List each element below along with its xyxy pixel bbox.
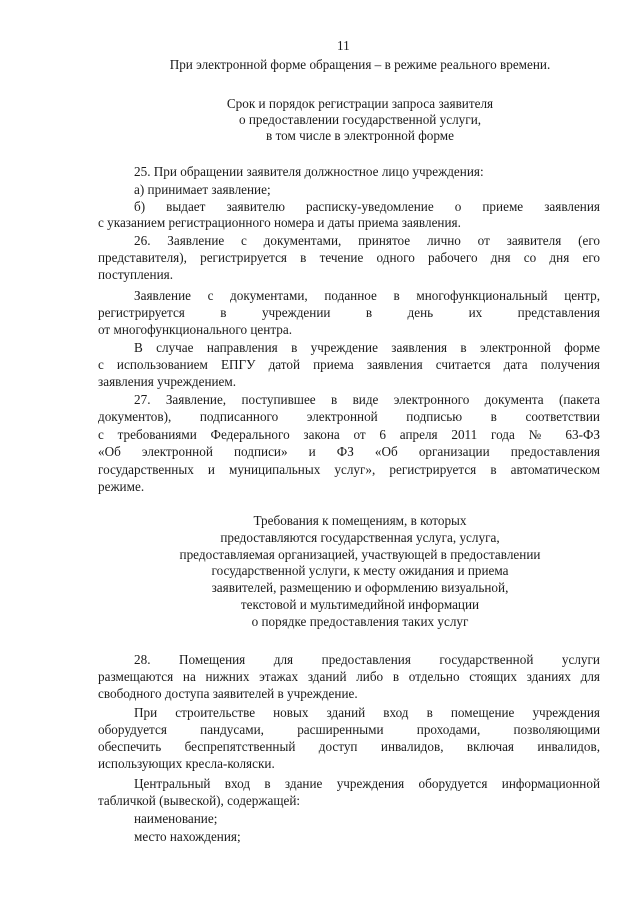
paragraph-line: табличкой (вывеской), содержащей:: [98, 793, 301, 808]
paragraph-line: заявления учреждением.: [98, 374, 237, 389]
paragraph-line: Заявление с документами, поданное в многофункциональный центр,: [134, 288, 600, 303]
paragraph-line: наименование;: [134, 811, 218, 826]
paragraph-line: оборудуется пандусами, расширенными проходами, позволяющими: [98, 722, 600, 737]
section-heading-line: о предоставлении государственной услуги,: [238, 112, 482, 127]
paragraph-line: При строительстве новых зданий вход в помещение учреждения: [134, 705, 600, 720]
paragraph-line: 27. Заявление, поступившее в виде электронного документа (пакета: [134, 392, 600, 407]
section-heading-line: Срок и порядок регистрации запроса заявителя: [226, 96, 494, 111]
section-heading-line: государственной услуги, к месту ожидания и приема: [211, 563, 509, 578]
paragraph-line: использующих кресла-коляски.: [98, 756, 275, 771]
paragraph-line: б) выдает заявителю расписку-уведомление о приеме заявления: [134, 199, 600, 214]
paragraph-line: с требованиями Федерального закона от 6 апреля 2011 года № 63-ФЗ: [98, 427, 600, 442]
page-number: 11: [337, 38, 350, 53]
paragraph-line: Центральный вход в здание учреждения оборудуется информационной: [134, 776, 600, 791]
paragraph-line: 26. Заявление с документами, принятое лично от заявителя (его: [134, 233, 600, 248]
paragraph-line: размещаются на нижних этажах зданий либо в отдельно стоящих зданиях для: [98, 669, 600, 684]
paragraph-line: свободного доступа заявителей в учреждение.: [98, 686, 358, 701]
paragraph-line: место нахождения;: [134, 829, 241, 844]
paragraph-line: представителя), регистрируется в течение одного рабочего дня со дня его: [98, 250, 600, 265]
paragraph-line: а) принимает заявление;: [134, 182, 271, 197]
paragraph-line: с указанием регистрационного номера и даты приема заявления.: [98, 215, 461, 230]
section-heading-line: предоставляются государственная услуга, услуга,: [220, 530, 500, 545]
paragraph-line: государственных и муниципальных услуг», регистрируется в автоматическом: [98, 462, 600, 477]
section-heading-line: заявителей, размещению и оформлению визуальной,: [211, 580, 509, 595]
section-heading-line: в том числе в электронной форме: [266, 128, 454, 143]
paragraph-line: с использованием ЕПГУ датой приема заявления считается дата получения: [98, 357, 600, 372]
section-heading-line: предоставляемая организацией, участвующей в предоставлении: [179, 547, 541, 562]
paragraph-line: 25. При обращении заявителя должностное лицо учреждения:: [134, 164, 484, 179]
intro-line: При электронной форме обращения – в режиме реального времени.: [169, 57, 551, 72]
paragraph-line: 28. Помещения для предоставления государственной услуги: [134, 652, 600, 667]
section-heading-line: текстовой и мультимедийной информации: [240, 597, 480, 612]
paragraph-line: регистрируется в учреждении в день их представления: [98, 305, 600, 320]
paragraph-line: от многофункционального центра.: [98, 322, 293, 337]
paragraph-line: поступления.: [98, 267, 173, 282]
section-heading-line: Требования к помещениям, в которых: [253, 513, 467, 528]
paragraph-line: документов), подписанного электронной подписью в соответствии: [98, 409, 600, 424]
paragraph-line: В случае направления в учреждение заявления в электронной форме: [134, 340, 600, 355]
section-heading-line: о порядке предоставления таких услуг: [251, 614, 469, 629]
paragraph-line: обеспечить беспрепятственный доступ инвалидов, включая инвалидов,: [98, 739, 600, 754]
paragraph-line: режиме.: [98, 479, 145, 494]
paragraph-line: «Об электронной подписи» и ФЗ «Об организации предоставления: [98, 444, 600, 459]
